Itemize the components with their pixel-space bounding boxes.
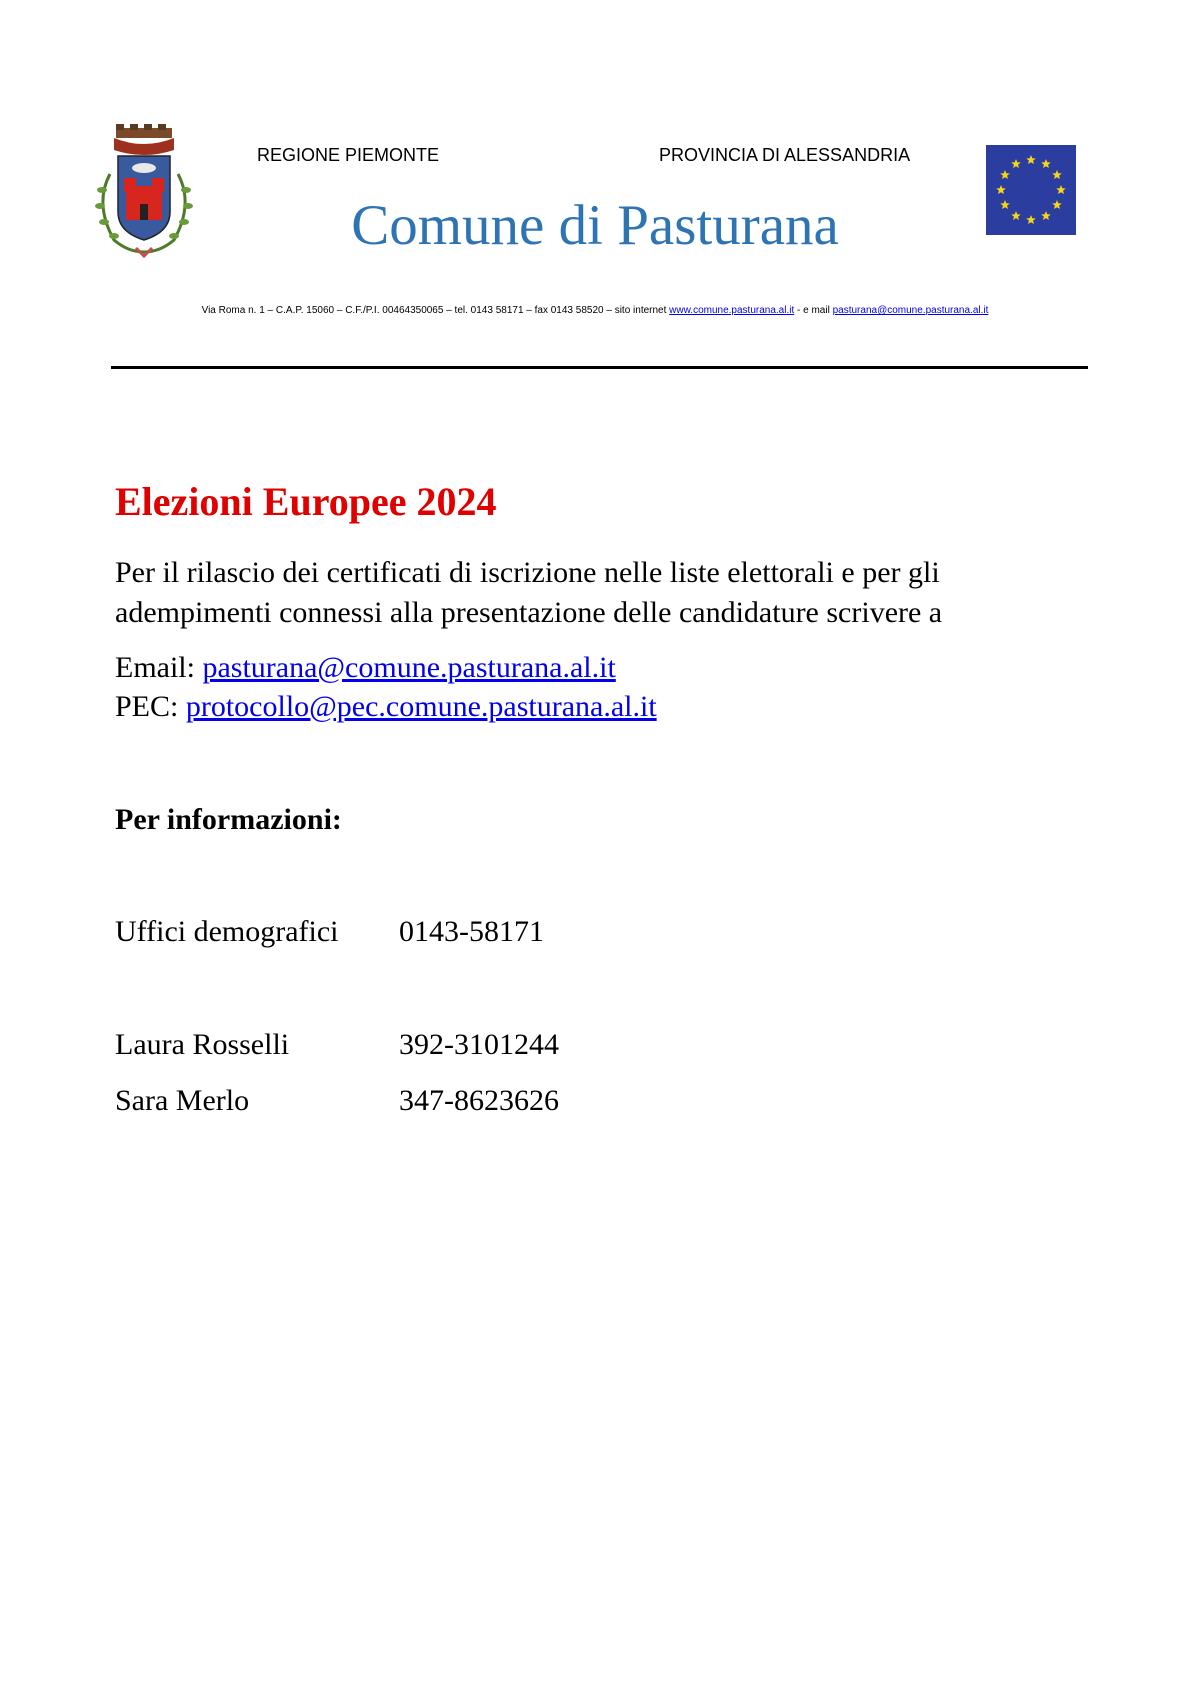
contact-phone: 392-3101244 <box>399 1028 559 1061</box>
email-label: Email: <box>115 651 203 684</box>
website-link[interactable]: www.comune.pasturana.al.it <box>669 305 795 316</box>
contact-phone: 347-8623626 <box>399 1084 559 1117</box>
address-email-label: - e mail <box>794 305 833 316</box>
email-line <box>115 651 616 685</box>
pec-line <box>115 690 657 724</box>
contact-name: Uffici demografici <box>115 915 339 948</box>
divider <box>111 366 1088 369</box>
email-link[interactable]: pasturana@comune.pasturana.al.it <box>202 651 616 684</box>
contact-row <box>115 915 544 949</box>
contact-name: Laura Rosselli <box>115 1028 290 1061</box>
contact-phone: 0143-58171 <box>399 915 544 948</box>
contact-row <box>115 1084 559 1118</box>
pec-label: PEC: <box>115 690 186 723</box>
info-heading: Per informazioni: <box>115 803 342 836</box>
header-email-link[interactable]: pasturana@comune.pasturana.al.it <box>832 305 989 316</box>
pec-link[interactable]: protocollo@pec.comune.pasturana.al.it <box>185 690 657 723</box>
address-text: Via Roma n. 1 – C.A.P. 15060 – C.F./P.I. 00464350065 – tel. 0143 58171 – fax 0143 58520 – sito internet <box>201 305 670 316</box>
page-heading: Elezioni Europee 2024 <box>115 479 497 524</box>
municipality-title: Comune di Pasturana <box>351 194 839 257</box>
contact-name: Sara Merlo <box>115 1084 250 1117</box>
province-label: PROVINCIA DI ALESSANDRIA <box>659 145 911 165</box>
address-line <box>0 305 1190 316</box>
contact-row <box>115 1028 559 1062</box>
intro-paragraph: Per il rilascio dei certificati di iscrizione nelle liste elettorali e per gli adempimenti connessi alla presentazione delle candidature scrivere a <box>115 556 943 629</box>
region-label: REGIONE PIEMONTE <box>257 145 440 165</box>
